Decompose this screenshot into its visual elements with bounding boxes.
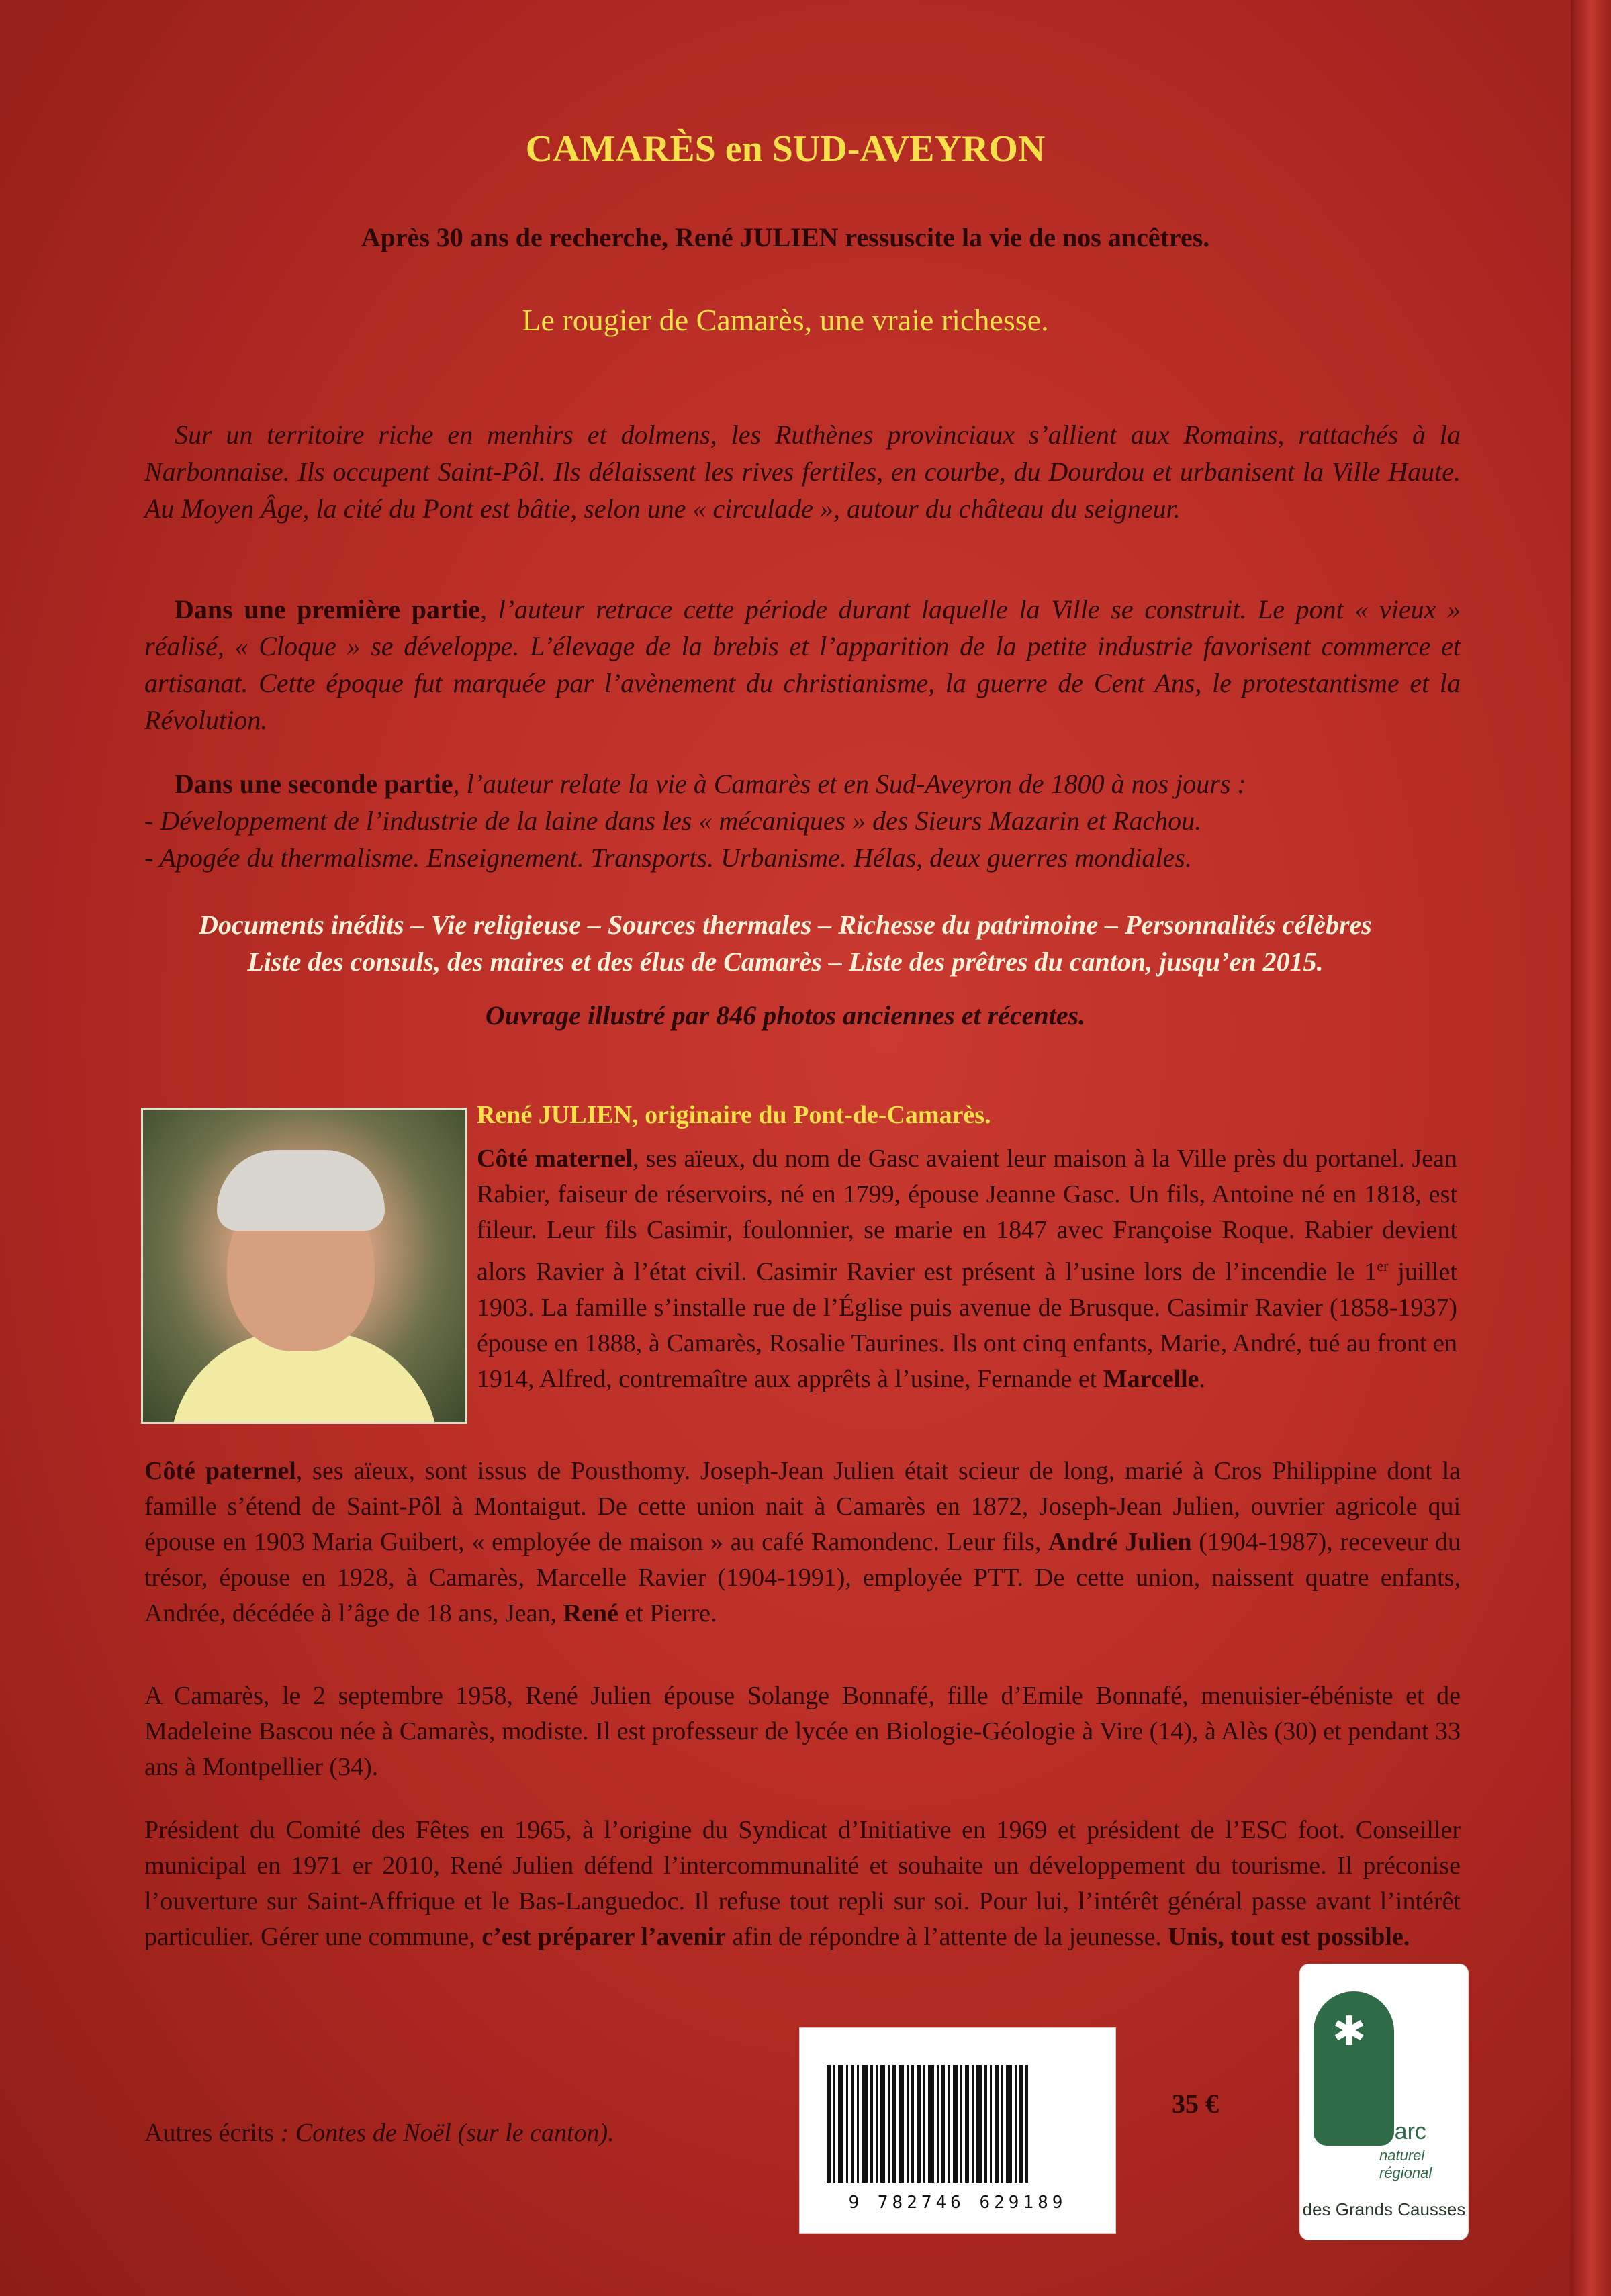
book-tagline: Le rougier de Camarès, une vraie richesse.: [522, 303, 1049, 337]
isbn-number: 9 782746 629189: [848, 2193, 1067, 2213]
part2-item-thermalism: - Apogée du thermalisme. Enseignement. Transports. Urbanisme. Hélas, deux guerres mondiales.: [144, 843, 1192, 873]
highlights-block: [0, 906, 1571, 980]
part1-lead: Dans une première partie: [175, 594, 480, 624]
part2-lead: Dans une seconde partie: [175, 769, 453, 799]
paternal-paragraph: Côté paternel, ses aïeux, sont issus de Pousthomy. Joseph-Jean Julien était scieur de long, marié à Cros Philippine dont la famille s’étend de Saint-Pôl à Montaigut. De cette union nait à Camarès en 1872, Joseph-Jean Julien, ouvrier agricole qui épouse en 1903 Maria Guibert, « employée de maison » au café Ramondenc. Leur fils, André Julien (1904-1987), receveur du trésor, épouse en 1928, à Camarès, Marcelle Ravier (1904-1991), employée PTT. De cette union, naissent quatre enfants, Andrée, décédée à l’âge de 18 ans, Jean, René et Pierre.: [144, 1457, 1461, 1627]
highlights-line-2: Liste des consuls, des maires et des élus de Camarès – Liste des prêtres du canton, jusqu’en 2015.: [247, 947, 1324, 977]
author-heading: René JULIEN, originaire du Pont-de-Camarès.: [477, 1101, 991, 1129]
intro-paragraph: [144, 416, 1461, 527]
intro-text: Sur un territoire riche en menhirs et dolmens, les Ruthènes provinciaux s’allient aux Romains, rattachés à la Narbonnaise. Ils occupent Saint-Pôl. Ils délaissent les rives fertiles, en courbe, du Dourdou et urbanisent la Ville Haute. Au Moyen Âge, la cité du Pont est bâtie, selon une « circulade », autour du château du seigneur.: [144, 420, 1461, 524]
author-photo: [141, 1108, 467, 1424]
logo-text-grands-causses: des Grands Causses: [1302, 2199, 1466, 2219]
logo-text-regional: régional: [1379, 2164, 1432, 2181]
part2-item-wool: - Développement de l’industrie de la laine dans les « mécaniques » des Sieurs Mazarin et Rachou.: [144, 806, 1202, 836]
book-spine-edge: [1571, 0, 1611, 2296]
other-writings-label: Autres écrits: [144, 2119, 275, 2147]
other-writings-title: : Contes de Noël (sur le canton).: [274, 2119, 614, 2147]
parc-naturel-logo: [1299, 1964, 1469, 2240]
part2-text: , l’auteur relate la vie à Camarès et en Sud-Aveyron de 1800 à nos jours :: [453, 769, 1246, 799]
barcode-bars: [827, 2065, 1089, 2183]
marriage-paragraph: A Camarès, le 2 septembre 1958, René Julien épouse Solange Bonnafé, fille d’Emile Bonnafé, menuisier-ébéniste et de Madeleine Bascou née à Camarès, modiste. Il est professeur de lycée en Biologie-Géologie à Vire (14), à Alès (30) et pendant 33 ans à Montpellier (34).: [144, 1682, 1461, 1781]
career-paragraph: Président du Comité des Fêtes en 1965, à l’origine du Syndicat d’Initiative en 1969 et président de l’ESC foot. Conseiller municipal en 1971 er 2010, René Julien défend l’intercommunalité et souhaite un développement du tourisme. Il préconise l’ouverture sur Saint-Affrique et le Bas-Languedoc. Il refuse tout repli sur soi. Pour lui, l’intérêt général passe avant l’intérêt particulier. Gérer une commune, c’est préparer l’avenir afin de répondre à l’attente de la jeunesse. Unis, tout est possible.: [144, 1816, 1461, 1951]
part1-text: , l’auteur retrace cette période durant laquelle la Ville se construit. Le pont « vieux » réalisé, « Cloque » se développe. L’élevage de la brebis et l’apparition de la petite industrie favorisent commerce et artisanat. Cette époque fut marquée par l’avènement du christianisme, la guerre de Cent Ans, le protestantisme et la Révolution.: [144, 594, 1461, 735]
other-writings: [144, 2118, 614, 2148]
part2-paragraph: [144, 765, 1461, 876]
book-title: CAMARÈS en SUD-AVEYRON: [525, 128, 1046, 170]
isbn-barcode: [799, 2027, 1116, 2234]
price-label: 35 €: [1172, 2089, 1219, 2119]
maternal-paragraph: Côté maternel, ses aïeux, du nom de Gasc avaient leur maison à la Ville près du portanel. Jean Rabier, faiseur de réservoirs, né en 1799, épouse Jeanne Gasc. Un fils, Antoine né en 1818, est fileur. Leur fils Casimir, foulonnier, se marie en 1847 avec Françoise Roque. Rabier devient alors Ravier à l’état civil. Casimir Ravier est présent à l’usine lors de l’incendie le 1er juillet 1903. La famille s’installe rue de l’Église puis avenue de Brusque. Casimir Ravier (1858-1937) épouse en 1888, à Camarès, Rosalie Taurines. Ils ont cinq enfants, Marie, André, tué au front en 1914, Alfred, contremaître aux apprêts à l’usine, Fernande et Marcelle.: [477, 1145, 1457, 1393]
logo-text-naturel: naturel: [1379, 2147, 1425, 2164]
book-subtitle: Après 30 ans de recherche, René JULIEN ressuscite la vie de nos ancêtres.: [361, 222, 1210, 252]
author-bio-top: [477, 1098, 1457, 1397]
logo-text-parc: Parc: [1379, 2119, 1426, 2144]
part1-paragraph: [144, 591, 1461, 738]
illustrated-note: Ouvrage illustré par 846 photos anciennes et récentes.: [485, 1000, 1086, 1031]
star-icon: ✱: [1332, 2008, 1367, 2055]
highlights-line-1: Documents inédits – Vie religieuse – Sources thermales – Richesse du patrimoine – Personnalités célèbres: [199, 910, 1372, 940]
